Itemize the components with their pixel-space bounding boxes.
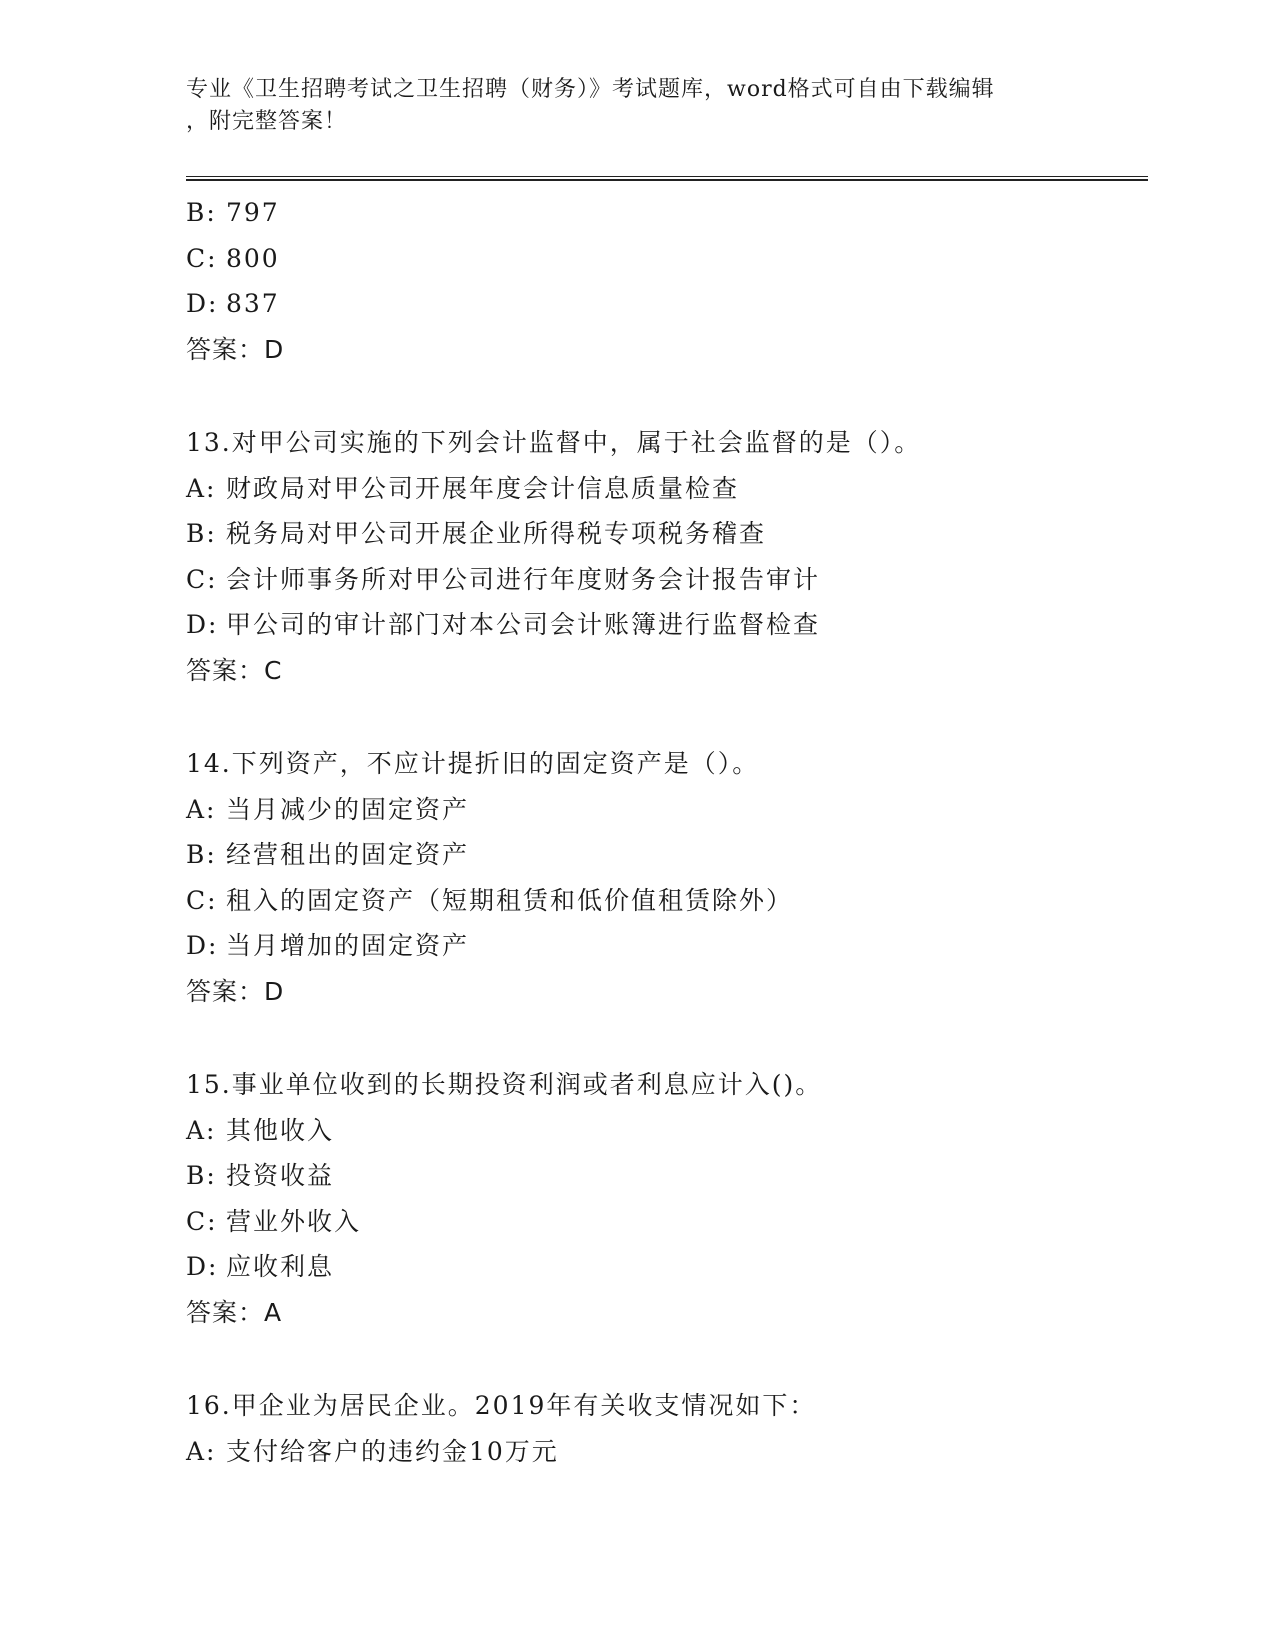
question-13 <box>186 420 1148 693</box>
document-header <box>186 74 1066 138</box>
question-stem: 15.事业单位收到的长期投资利润或者利息应计入()。 <box>186 1070 823 1099</box>
header-title-line-2: ，附完整答案！ <box>186 109 348 134</box>
option-c: C: 会计师事务所对甲公司进行年度财务会计报告审计 <box>186 564 821 594</box>
option-d: D: 甲公司的审计部门对本公司会计账簿进行监督检查 <box>186 610 821 639</box>
header-divider <box>186 176 1148 181</box>
answer-line: 答案：D <box>186 976 285 1006</box>
answer-line: 答案：A <box>186 1297 283 1327</box>
header-title-line-1: 专业《卫生招聘考试之卫生招聘（财务）》考试题库，word格式可自由下载编辑 <box>186 77 995 102</box>
question-14 <box>186 741 1148 1014</box>
answer-line: 答案：C <box>186 655 283 685</box>
option-a: A: 其他收入 <box>186 1115 335 1145</box>
option-d: D: 837 <box>186 289 280 318</box>
question-list <box>186 190 1148 1474</box>
option-b: B: 投资收益 <box>186 1161 335 1190</box>
question-12-continuation <box>186 190 1148 372</box>
option-c: C: 800 <box>186 243 280 273</box>
question-stem: 14.下列资产，不应计提折旧的固定资产是（）。 <box>186 749 760 778</box>
option-d: D: 应收利息 <box>186 1252 335 1281</box>
question-stem: 16.甲企业为居民企业。2019年有关收支情况如下： <box>186 1391 817 1420</box>
option-b: B: 797 <box>186 198 280 227</box>
option-b: B: 经营租出的固定资产 <box>186 840 470 869</box>
question-16 <box>186 1383 1148 1474</box>
option-c: C: 租入的固定资产（短期租赁和低价值租赁除外） <box>186 885 794 915</box>
option-a: A: 支付给客户的违约金10万元 <box>186 1436 559 1466</box>
option-d: D: 当月增加的固定资产 <box>186 931 470 960</box>
answer-line: 答案：D <box>186 334 285 364</box>
question-15 <box>186 1062 1148 1335</box>
question-stem: 13.对甲公司实施的下列会计监督中，属于社会监督的是（）。 <box>186 428 922 457</box>
option-a: A: 财政局对甲公司开展年度会计信息质量检查 <box>186 473 740 503</box>
option-a: A: 当月减少的固定资产 <box>186 794 470 824</box>
option-c: C: 营业外收入 <box>186 1206 362 1236</box>
option-b: B: 税务局对甲公司开展企业所得税专项税务稽查 <box>186 519 767 548</box>
